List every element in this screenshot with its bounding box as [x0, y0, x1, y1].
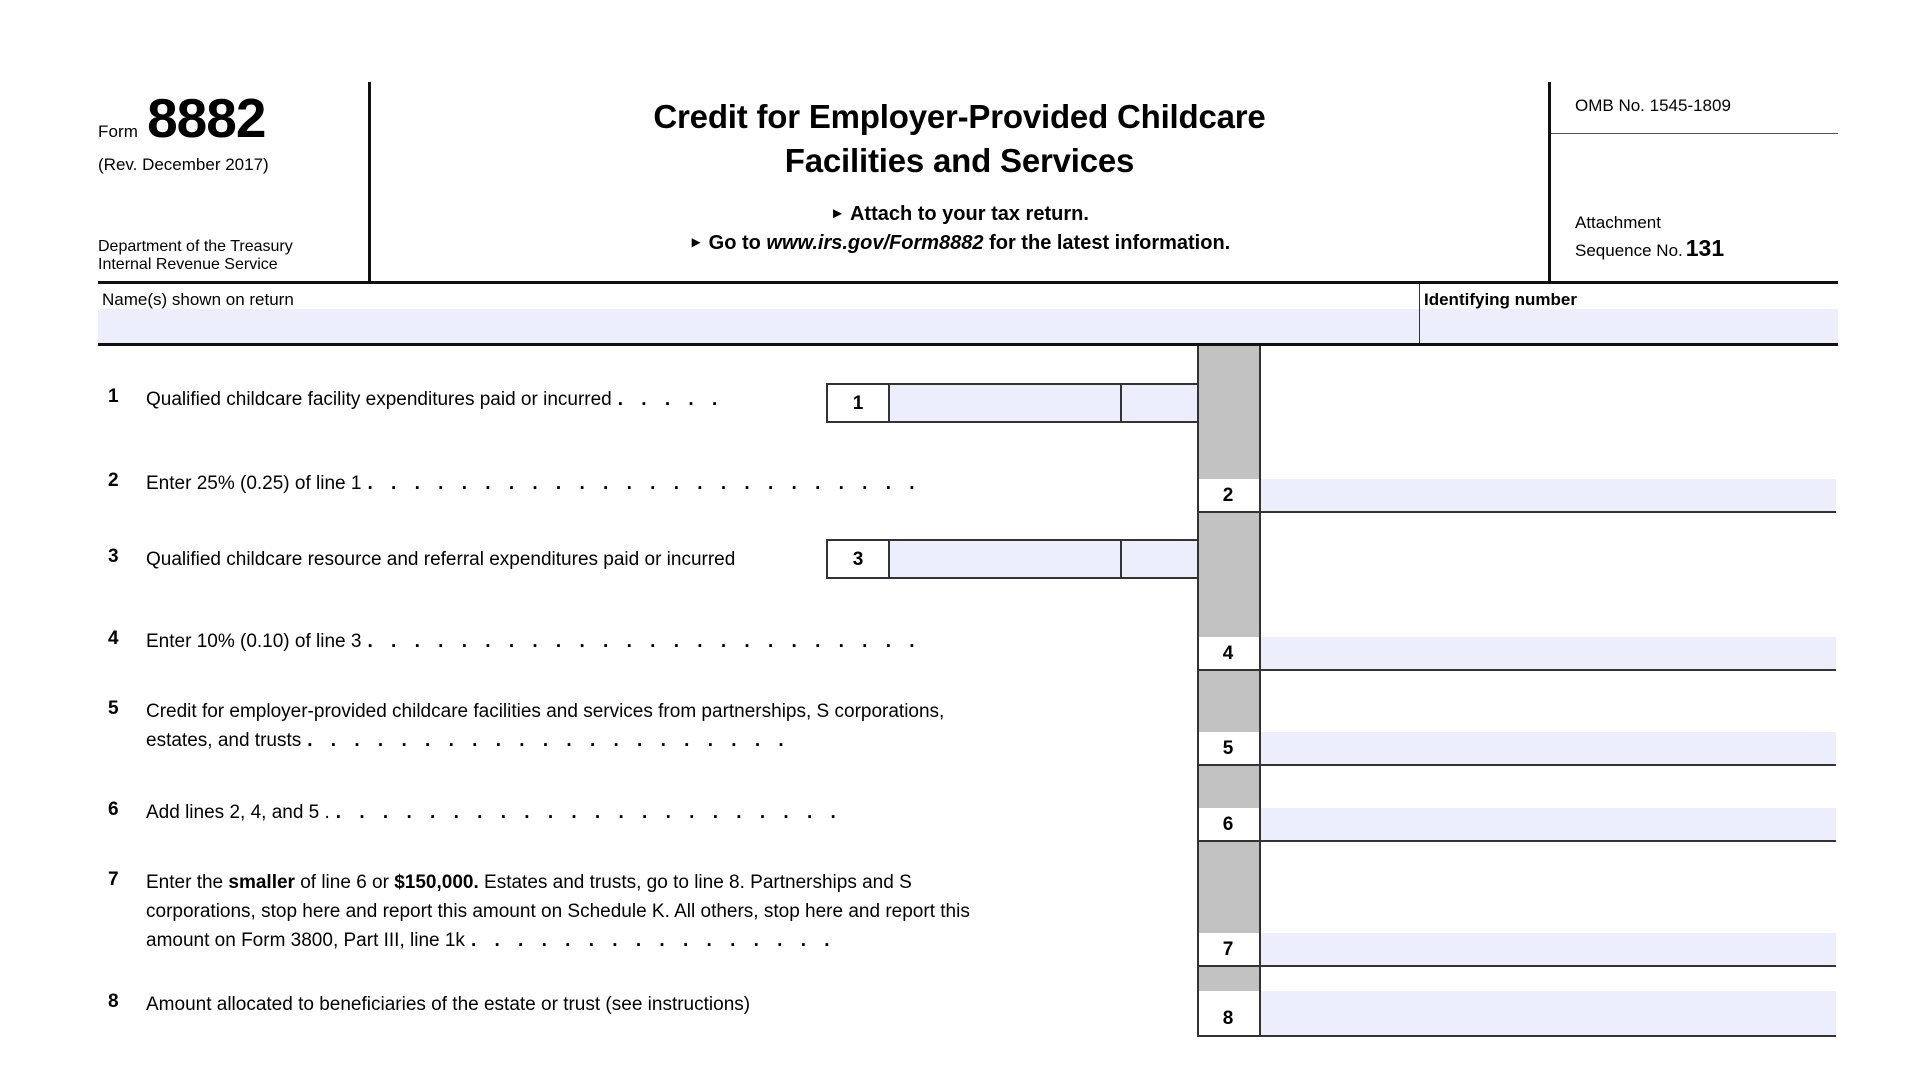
line-4-amount-input[interactable] [1259, 637, 1588, 671]
line-3-spacer-cents [1588, 513, 1836, 592]
line-1-spacer-cents [1588, 346, 1836, 434]
line-8-description [98, 967, 1197, 1037]
line-3-number: 3 [108, 546, 119, 567]
line-7-label-line-1 [146, 869, 1191, 898]
form-title-block [371, 82, 1548, 281]
line-7-amount-cell[interactable] [1259, 842, 1588, 967]
line-3-cents-input[interactable] [1120, 541, 1197, 577]
attachment-label: Attachment [1575, 213, 1661, 232]
line-7-label-line-3-text: amount on Form 3800, Part III, line 1k [146, 929, 465, 951]
line-6-text [146, 766, 1197, 828]
line-1-box-number: 1 [828, 385, 888, 421]
line-1-amount-input[interactable] [888, 385, 1120, 421]
line-2-cents-cell[interactable] [1588, 434, 1836, 513]
taxpayer-identity-row [98, 281, 1838, 343]
identifying-number-input[interactable] [1420, 309, 1838, 343]
line-5-description [98, 671, 1197, 766]
line-7-seg-a: Enter the [146, 872, 229, 893]
department-treasury: Department of the Treasury [98, 237, 293, 255]
line-6-leaders: . . . . . . . . . . . . . . . . . . . . . . [335, 802, 843, 823]
department-irs: Internal Revenue Service [98, 256, 278, 274]
goto-url-link[interactable]: www.irs.gov/Form8882 [766, 231, 984, 254]
line-5-label-line-2-text: estates, and trusts [146, 729, 302, 751]
goto-instruction [381, 229, 1538, 258]
line-6-label: Add lines 2, 4, and 5 . [146, 802, 330, 823]
line-8-number: 8 [108, 991, 119, 1012]
form-line-row [98, 766, 1838, 842]
line-7-seg-c: Estates and trusts, go to line 8. Partnerships and S [478, 872, 912, 893]
line-5-amount-input[interactable] [1259, 732, 1588, 766]
line-5-cents-cell[interactable] [1588, 671, 1836, 766]
line-3-spacer-amount [1259, 513, 1588, 592]
form-line-row [98, 967, 1838, 1037]
name-field-label: Name(s) shown on return [102, 290, 294, 309]
form-line-row [98, 513, 1838, 592]
name-field-cell[interactable] [98, 284, 1420, 343]
line-3-box-number: 3 [828, 541, 888, 577]
line-3-entry-box[interactable] [826, 539, 1197, 579]
line-1-description [98, 346, 1197, 434]
goto-prefix: Go to [708, 231, 761, 254]
line-2-cents-input[interactable] [1588, 479, 1836, 513]
line-5-label-line-1: Credit for employer-provided childcare facilities and services from partnerships, S corporations, [146, 701, 945, 722]
column-rule-left [1197, 346, 1199, 1037]
form-number-line [98, 87, 360, 149]
line-2-label: Enter 25% (0.25) of line 1 [146, 473, 362, 494]
line-4-text [146, 592, 1197, 657]
line-5-text [146, 671, 1197, 756]
line-6-box-number: 6 [1197, 808, 1259, 842]
line-4-amount-cell[interactable] [1259, 592, 1588, 671]
name-input[interactable] [98, 309, 1419, 343]
form-body [98, 343, 1838, 1037]
line-6-number: 6 [108, 799, 119, 820]
line-7-label-line-2: corporations, stop here and report this amount on Schedule K. All others, stop here and report this [146, 900, 970, 922]
line-3-label: Qualified childcare resource and referral expenditures paid or incurred [146, 549, 736, 570]
line-3-amount-input[interactable] [888, 541, 1120, 577]
line-5-amount-cell[interactable] [1259, 671, 1588, 766]
line-7-seg-b: of line 6 or [294, 872, 395, 893]
line-4-description [98, 592, 1197, 671]
line-1-entry-box[interactable] [826, 383, 1197, 423]
form-header [98, 82, 1838, 281]
omb-block [1548, 82, 1838, 281]
line-8-text [146, 967, 1197, 1020]
line-6-description [98, 766, 1197, 842]
department-block [98, 238, 293, 275]
line-7-cents-cell[interactable] [1588, 842, 1836, 967]
line-2-amount-input[interactable] [1259, 479, 1588, 513]
line-1-label: Qualified childcare facility expenditures paid or incurred [146, 389, 612, 410]
line-7-number-box [1197, 842, 1259, 967]
line-7-cents-input[interactable] [1588, 933, 1836, 967]
right-arrow-icon: ► [830, 204, 845, 222]
form-line-row [98, 842, 1838, 967]
line-8-cents-input[interactable] [1588, 991, 1836, 1037]
identifying-number-cell[interactable] [1420, 284, 1838, 343]
line-1-leaders: . . . . . [617, 389, 724, 410]
line-8-amount-cell[interactable] [1259, 967, 1588, 1037]
line-8-box-number: 8 [1197, 991, 1259, 1037]
form-title [381, 95, 1538, 183]
line-5-cents-input[interactable] [1588, 732, 1836, 766]
line-7-limit-emphasis: $150,000. [394, 872, 479, 893]
line-7-amount-input[interactable] [1259, 933, 1588, 967]
line-1-spacer-number [1197, 346, 1259, 434]
line-4-number-box [1197, 592, 1259, 671]
column-rule-right [1259, 346, 1261, 1037]
form-identity-block [98, 82, 371, 281]
line-6-cents-cell[interactable] [1588, 766, 1836, 842]
line-6-amount-input[interactable] [1259, 808, 1588, 842]
form-line-row [98, 434, 1838, 513]
line-4-leaders: . . . . . . . . . . . . . . . . . . . . . . . . [367, 631, 922, 652]
line-2-box-number: 2 [1197, 479, 1259, 513]
line-7-smaller-emphasis: smaller [228, 872, 295, 893]
form-revision-date: (Rev. December 2017) [98, 155, 269, 175]
line-4-box-number: 4 [1197, 637, 1259, 671]
line-4-number: 4 [108, 628, 119, 649]
line-5-number-box [1197, 671, 1259, 766]
line-3-spacer-number [1197, 513, 1259, 592]
line-7-label-line-3 [146, 927, 1191, 956]
line-7-text [146, 842, 1197, 956]
line-7-description [98, 842, 1197, 967]
omb-number: OMB No. 1545-1809 [1551, 82, 1838, 134]
sequence-no-label: Sequence No. [1575, 240, 1683, 260]
attach-instruction-text: Attach to your tax return. [849, 202, 1089, 225]
form-word-label: Form [98, 122, 139, 141]
line-5-box-number: 5 [1197, 732, 1259, 766]
sequence-no-value: 131 [1685, 234, 1725, 261]
line-6-cents-input[interactable] [1588, 808, 1836, 842]
line-5-label-line-2 [146, 727, 1191, 756]
attachment-sequence-line [1575, 234, 1838, 263]
line-8-amount-input[interactable] [1259, 991, 1588, 1037]
identifying-number-label: Identifying number [1424, 290, 1577, 309]
line-8-label: Amount allocated to beneficiaries of the estate or trust (see instructions) [146, 994, 751, 1015]
line-2-description [98, 434, 1197, 513]
form-number: 8882 [147, 87, 266, 149]
line-2-number-box [1197, 434, 1259, 513]
line-8-cents-cell[interactable] [1588, 967, 1836, 1037]
line-1-number: 1 [108, 386, 119, 407]
line-2-amount-cell[interactable] [1259, 434, 1588, 513]
line-5-leaders: . . . . . . . . . . . . . . . . . . . . . [307, 729, 791, 751]
line-6-number-box [1197, 766, 1259, 842]
attachment-sequence-block [1551, 134, 1838, 263]
form-title-line-1: Credit for Employer-Provided Childcare [653, 98, 1266, 135]
line-7-leaders: . . . . . . . . . . . . . . . . [470, 929, 837, 951]
irs-form-8882 [98, 0, 1838, 1080]
form-line-row [98, 592, 1838, 671]
right-arrow-icon: ► [688, 233, 704, 251]
line-1-spacer-amount [1259, 346, 1588, 434]
goto-suffix: for the latest information. [989, 231, 1231, 254]
line-2-number: 2 [108, 470, 119, 491]
line-3-description [98, 513, 1197, 592]
attach-instruction [381, 200, 1538, 229]
line-7-number: 7 [108, 869, 119, 890]
line-4-label: Enter 10% (0.10) of line 3 [146, 631, 362, 652]
line-8-number-box [1197, 967, 1259, 1037]
line-5-number: 5 [108, 698, 119, 719]
line-7-box-number: 7 [1197, 933, 1259, 967]
line-2-leaders: . . . . . . . . . . . . . . . . . . . . . . . . [367, 473, 922, 494]
line-6-amount-cell[interactable] [1259, 766, 1588, 842]
line-4-cents-input[interactable] [1588, 637, 1836, 671]
line-2-text [146, 434, 1197, 499]
line-1-cents-input[interactable] [1120, 385, 1197, 421]
form-title-line-2: Facilities and Services [784, 141, 1135, 179]
form-line-row [98, 346, 1838, 434]
form-line-row [98, 671, 1838, 766]
line-4-cents-cell[interactable] [1588, 592, 1836, 671]
